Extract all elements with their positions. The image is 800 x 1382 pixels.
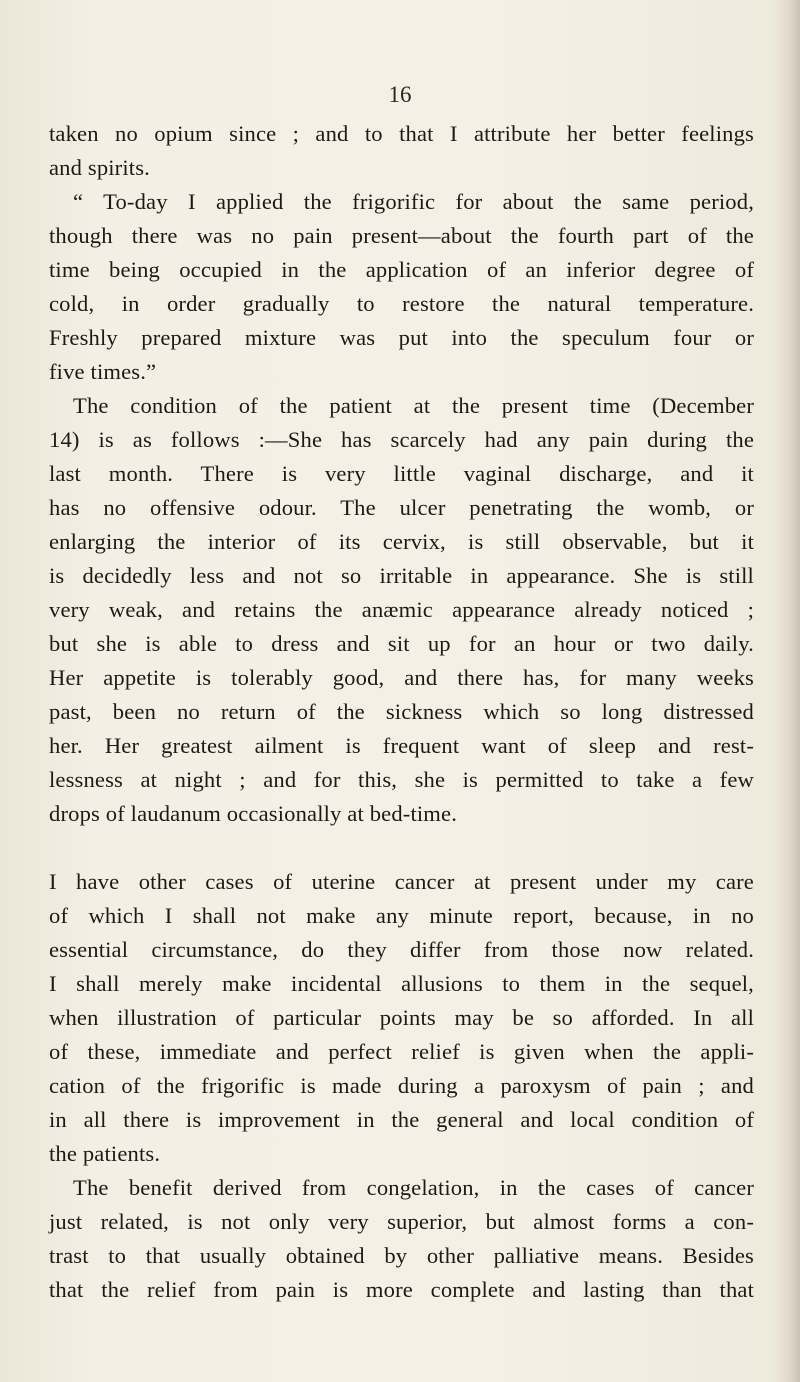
text-line: drops of laudanum occasionally at bed-time. [49,801,457,826]
text-line: Her appetite is tolerably good, and there has, for many weeks [49,665,754,690]
text-line: taken no opium since ; and to that I attribute her better feelings [49,121,754,146]
text-line: of these, immediate and perfect relief is given when the appli- [49,1039,754,1064]
text-line: 14) is as follows :—She has scarcely had any pain during the [49,427,754,452]
text-line: last month. There is very little vaginal discharge, and it [49,461,754,486]
text-line: her. Her greatest ailment is frequent want of sleep and rest- [49,733,754,758]
text-line: of which I shall not make any minute report, because, in no [49,903,754,928]
text-line: five times.” [49,359,157,384]
text-line: The condition of the patient at the present time (December [73,393,754,418]
text-line: and spirits. [49,155,150,180]
text-line: the patients. [49,1141,161,1166]
text-line: lessness at night ; and for this, she is permitted to take a few [49,767,754,792]
text-line: is decidedly less and not so irritable in appearance. She is still [49,563,754,588]
text-line: essential circumstance, do they differ from those now related. [49,937,754,962]
text-line: enlarging the interior of its cervix, is still observable, but it [49,529,754,554]
text-line: I have other cases of uterine cancer at present under my care [49,869,754,894]
text-line: Freshly prepared mixture was put into the speculum four or [49,325,754,350]
text-line: cold, in order gradually to restore the natural temperature. [49,291,754,316]
page-number: 16 [388,82,412,107]
text-line: The benefit derived from congelation, in the cases of cancer [73,1175,754,1200]
text-line: though there was no pain present—about the fourth part of the [49,223,754,248]
text-line: cation of the frigorific is made during a paroxysm of pain ; and [49,1073,754,1098]
text-line: has no offensive odour. The ulcer penetrating the womb, or [49,495,754,520]
text-line: just related, is not only very superior, but almost forms a con- [49,1209,754,1234]
text-line: past, been no return of the sickness which so long distressed [49,699,754,724]
text-line: that the relief from pain is more complete and lasting than that [49,1277,754,1302]
text-line: when illustration of particular points may be so afforded. In all [49,1005,754,1030]
text-line: very weak, and retains the anæmic appearance already noticed ; [49,597,754,622]
text-line: time being occupied in the application of an inferior degree of [49,257,754,282]
text-line: trast to that usually obtained by other palliative means. Besides [49,1243,754,1268]
text-line: but she is able to dress and sit up for an hour or two daily. [49,631,754,656]
page-edge-shadow [774,0,800,1382]
text-line: in all there is improvement in the general and local condition of [49,1107,754,1132]
text-line: “ To-day I applied the frigorific for about the same period, [73,189,754,214]
text-line: I shall merely make incidental allusions to them in the sequel, [49,971,754,996]
